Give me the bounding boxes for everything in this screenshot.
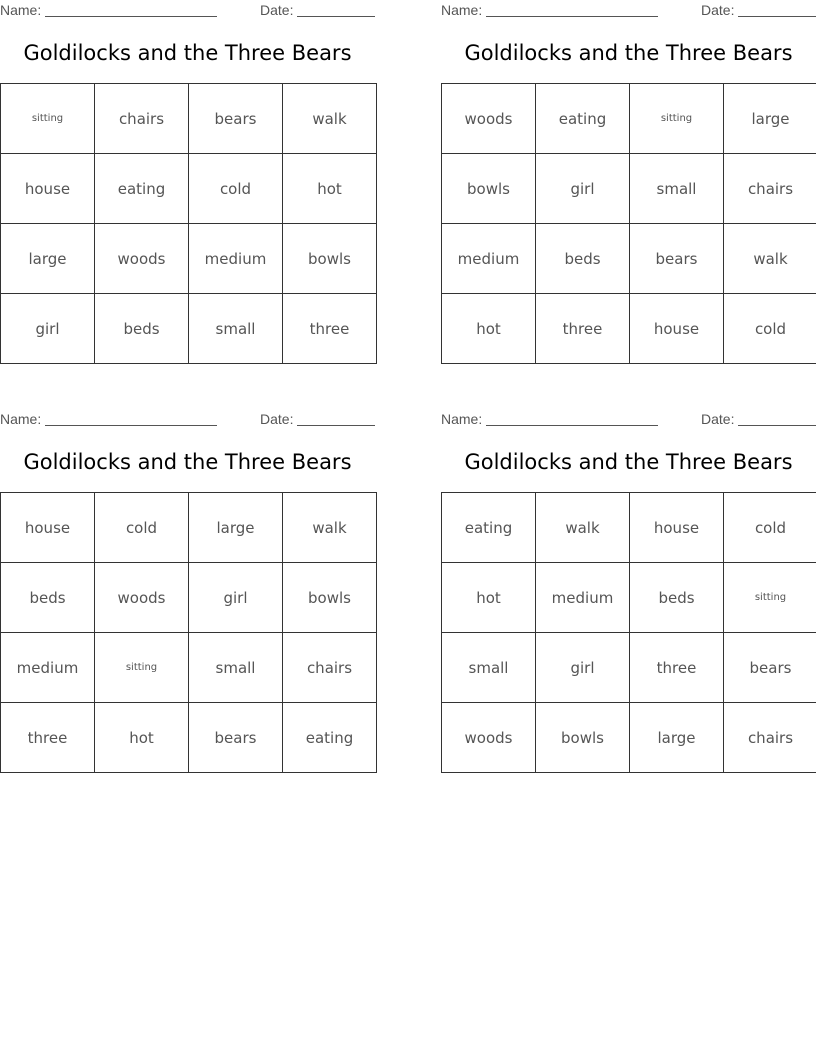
name-blank-line [486, 16, 658, 17]
grid-cell: girl [536, 154, 630, 224]
date-blank-line [297, 16, 375, 17]
grid-row [442, 633, 816, 703]
grid-cell: bears [189, 703, 283, 773]
grid-cell: sitting [95, 633, 189, 703]
grid-cell: walk [283, 84, 377, 154]
bingo-grid [441, 492, 816, 773]
date-label: Date: [260, 2, 294, 18]
grid-cell: small [442, 633, 536, 703]
grid-cell: small [189, 633, 283, 703]
grid-cell: walk [283, 493, 377, 563]
bingo-card-2 [441, 0, 816, 380]
bingo-grid [0, 83, 377, 364]
grid-row [442, 224, 816, 294]
grid-row [442, 294, 816, 364]
grid-cell: cold [724, 493, 816, 563]
grid-cell: girl [1, 294, 95, 364]
grid-cell: cold [95, 493, 189, 563]
grid-cell: eating [536, 84, 630, 154]
grid-row [1, 633, 377, 703]
grid-row [1, 703, 377, 773]
grid-row [1, 224, 377, 294]
grid-cell: hot [95, 703, 189, 773]
grid-cell: medium [189, 224, 283, 294]
date-blank-line [738, 16, 816, 17]
grid-cell: small [630, 154, 724, 224]
grid-cell: hot [442, 563, 536, 633]
name-date-row [0, 411, 375, 429]
grid-cell: small [189, 294, 283, 364]
name-label: Name: [441, 411, 483, 427]
grid-cell: chairs [95, 84, 189, 154]
grid-row [1, 84, 377, 154]
grid-cell: eating [442, 493, 536, 563]
card-title: Goldilocks and the Three Bears [23, 450, 352, 474]
grid-cell: walk [536, 493, 630, 563]
grid-cell: three [283, 294, 377, 364]
name-date-row [441, 2, 816, 20]
name-date-row [441, 411, 816, 429]
grid-cell: eating [95, 154, 189, 224]
grid-cell: house [1, 154, 95, 224]
grid-cell: eating [283, 703, 377, 773]
grid-cell: bears [630, 224, 724, 294]
grid-row [442, 84, 816, 154]
name-blank-line [486, 425, 658, 426]
grid-cell: hot [283, 154, 377, 224]
grid-cell: sitting [724, 563, 816, 633]
date-blank-line [297, 425, 375, 426]
grid-cell: large [630, 703, 724, 773]
grid-cell: large [189, 493, 283, 563]
bingo-grid [441, 83, 816, 364]
name-blank-line [45, 16, 217, 17]
grid-cell: girl [536, 633, 630, 703]
grid-cell: three [1, 703, 95, 773]
grid-row [1, 563, 377, 633]
grid-row [442, 493, 816, 563]
grid-cell: walk [724, 224, 816, 294]
grid-cell: chairs [283, 633, 377, 703]
grid-cell: bears [189, 84, 283, 154]
grid-cell: hot [442, 294, 536, 364]
grid-cell: woods [442, 84, 536, 154]
card-title: Goldilocks and the Three Bears [464, 450, 793, 474]
grid-cell: woods [95, 563, 189, 633]
grid-cell: beds [95, 294, 189, 364]
grid-cell: beds [536, 224, 630, 294]
grid-cell: medium [442, 224, 536, 294]
date-blank-line [738, 425, 816, 426]
grid-cell: house [1, 493, 95, 563]
card-title: Goldilocks and the Three Bears [23, 41, 352, 65]
grid-cell: bowls [536, 703, 630, 773]
grid-cell: large [724, 84, 816, 154]
name-blank-line [45, 425, 217, 426]
grid-cell: beds [630, 563, 724, 633]
name-label: Name: [441, 2, 483, 18]
bingo-card-4 [441, 409, 816, 789]
grid-cell: bears [724, 633, 816, 703]
date-label: Date: [701, 411, 735, 427]
grid-row [442, 703, 816, 773]
date-label: Date: [260, 411, 294, 427]
name-label: Name: [0, 2, 42, 18]
grid-cell: chairs [724, 703, 816, 773]
grid-cell: cold [724, 294, 816, 364]
grid-cell: woods [442, 703, 536, 773]
grid-cell: three [536, 294, 630, 364]
grid-cell: sitting [1, 84, 95, 154]
grid-cell: large [1, 224, 95, 294]
grid-cell: house [630, 294, 724, 364]
grid-cell: cold [189, 154, 283, 224]
grid-cell: woods [95, 224, 189, 294]
grid-row [1, 493, 377, 563]
card-title: Goldilocks and the Three Bears [464, 41, 793, 65]
grid-cell: three [630, 633, 724, 703]
grid-cell: bowls [283, 563, 377, 633]
grid-cell: beds [1, 563, 95, 633]
grid-cell: bowls [442, 154, 536, 224]
grid-row [442, 563, 816, 633]
name-label: Name: [0, 411, 42, 427]
bingo-grid [0, 492, 377, 773]
grid-cell: medium [536, 563, 630, 633]
grid-row [1, 294, 377, 364]
grid-cell: medium [1, 633, 95, 703]
grid-cell: sitting [630, 84, 724, 154]
name-date-row [0, 2, 375, 20]
date-label: Date: [701, 2, 735, 18]
grid-cell: girl [189, 563, 283, 633]
bingo-card-3 [0, 409, 375, 789]
bingo-card-1 [0, 0, 375, 380]
grid-row [1, 154, 377, 224]
grid-cell: house [630, 493, 724, 563]
grid-cell: bowls [283, 224, 377, 294]
grid-row [442, 154, 816, 224]
grid-cell: chairs [724, 154, 816, 224]
